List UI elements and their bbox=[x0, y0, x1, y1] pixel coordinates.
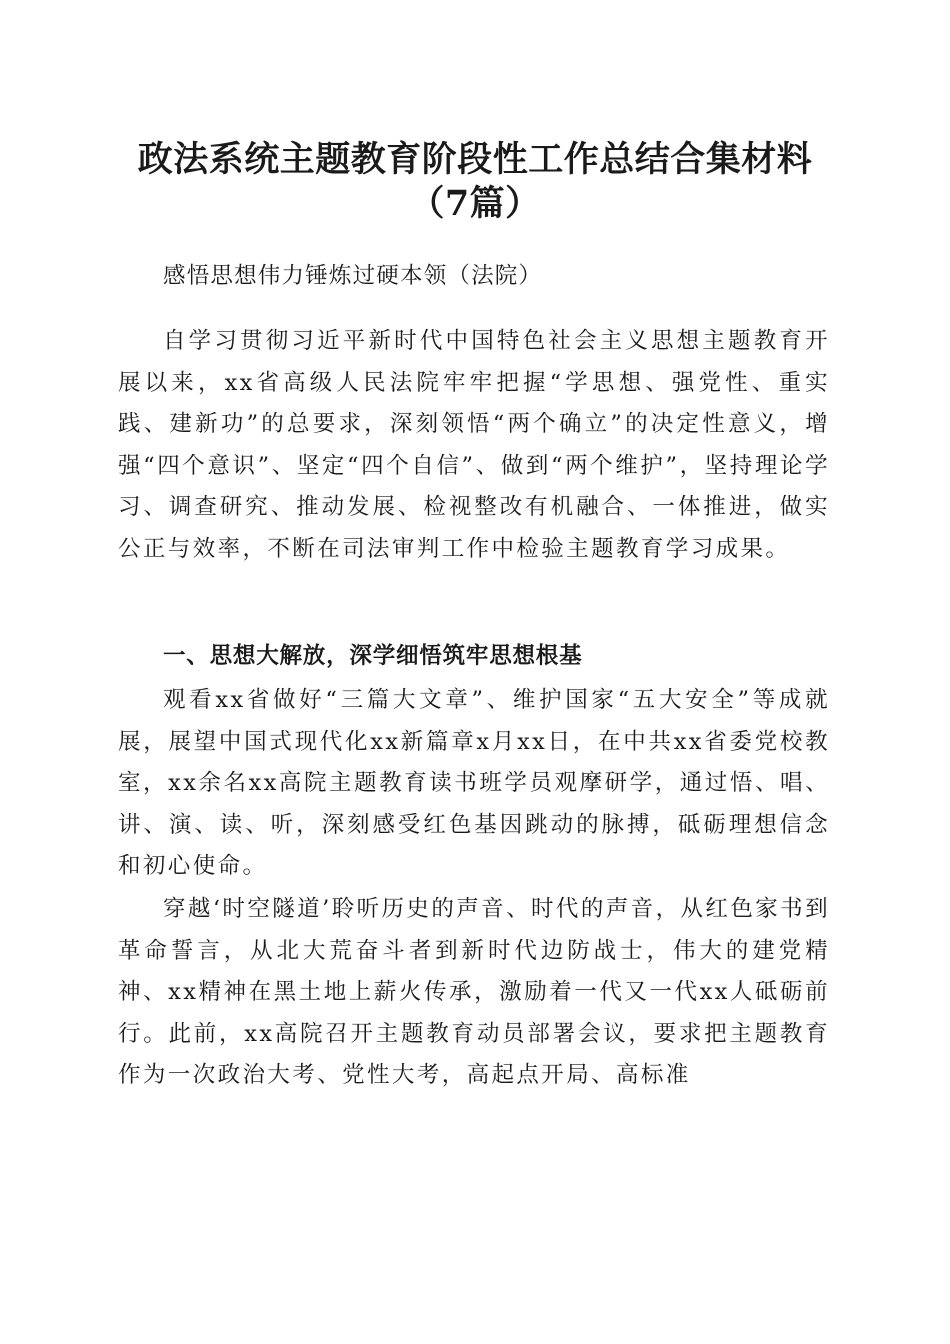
paragraph-intro: 自学习贯彻习近平新时代中国特色社会主义思想主题教育开展以来，xx省高级人民法院牢牢把握“学思想、强党性、重实践、建新功”的总要求，深刻领悟“两个确立”的决定性意义，增强“四个意识”、坚定“四个自信”、做到“两个维护”，坚持理论学习、调查研究、推动发展、检视整改有机融合、一体推进，做实公正与效率，不断在司法审判工作中检验主题教育学习成果。 bbox=[118, 328, 830, 562]
document-title-count: （7篇） bbox=[409, 183, 541, 224]
paragraph-history: 穿越‘时空隧道’聆听历史的声音、时代的声音，从红色家书到革命誓言，从北大荒奋斗者到新时代边防战士，伟大的建党精神、xx精神在黑土地上薪火传承，激励着一代又一代xx人砥砺前行。此前，xx高院召开主题教育动员部署会议，要求把主题教育作为一次政治大考、党性大考，高起点开局、高标准 bbox=[118, 896, 830, 1088]
article-subtitle: 感悟思想伟力锤炼过硬本领（法院） bbox=[163, 263, 543, 289]
paragraph-exhibition: 观看xx省做好“三篇大文章”、维护国家“五大安全”等成就展，展望中国式现代化xx新篇章x月xx日，在中共xx省委党校教室，xx余名xx高院主题教育读书班学员观摩研学，通过悟、唱、讲、演、读、听，深刻感受红色基因跳动的脉搏，砥砺理想信念和初心使命。 bbox=[118, 687, 830, 879]
section-heading-1: 一、思想大解放，深学细悟筑牢思想根基 bbox=[163, 643, 583, 669]
document-title: 政法系统主题教育阶段性工作总结合集材料 bbox=[137, 139, 813, 180]
